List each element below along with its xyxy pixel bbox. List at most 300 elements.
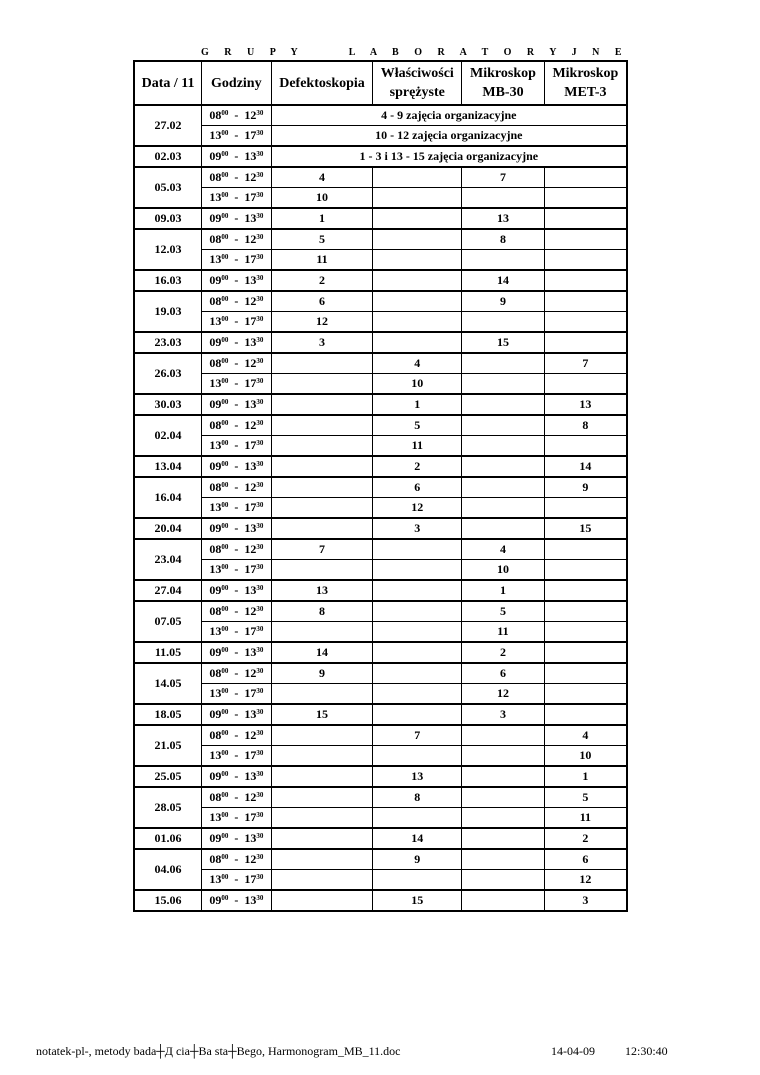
cell-wlasciwosci (373, 312, 462, 333)
header-mb30-line1: Mikroskop (470, 66, 536, 81)
hours-end-m: 30 (256, 274, 264, 282)
cell-defektoskopia (271, 560, 373, 581)
hours-start-h: 09 (209, 769, 222, 783)
cell-defektoskopia: 13 (271, 580, 373, 601)
hours-start-h: 13 (209, 686, 222, 700)
hours-cell: $08^{00} - 12^{30}$ (202, 353, 272, 374)
date-cell: 16.04 (134, 477, 202, 518)
hours-start-m: 00 (221, 791, 229, 799)
hours-start-m: 00 (221, 873, 229, 881)
cell-defektoskopia: 15 (271, 704, 373, 725)
cell-wlasciwosci (373, 560, 462, 581)
hours-end-h: 13 (244, 211, 257, 225)
hours-end-m: 30 (256, 377, 264, 385)
table-row (134, 642, 627, 663)
hours-cell: $08^{00} - 12^{30}$ (202, 787, 272, 808)
hours-cell: $09^{00} - 13^{30}$ (202, 332, 272, 353)
hours-end-h: 17 (244, 748, 257, 762)
cell-mikroskop-mb30 (462, 415, 545, 436)
hours-start-h: 08 (209, 604, 222, 618)
cell-mikroskop-met3: 7 (544, 353, 627, 374)
hours-cell: $08^{00} - 12^{30}$ (202, 601, 272, 622)
cell-wlasciwosci (373, 746, 462, 767)
hours-end-m: 30 (256, 460, 264, 468)
hours-end-m: 30 (256, 109, 264, 117)
cell-defektoskopia: 8 (271, 601, 373, 622)
hours-end-h: 12 (244, 790, 257, 804)
cell-wlasciwosci: 15 (373, 890, 462, 911)
date-cell: 09.03 (134, 208, 202, 229)
footer-time: 12:30:40 (625, 1044, 668, 1058)
hours-start-h: 13 (209, 438, 222, 452)
hours-cell: $09^{00} - 13^{30}$ (202, 828, 272, 849)
table-row (134, 126, 627, 147)
hours-start-m: 00 (221, 811, 229, 819)
cell-defektoskopia (271, 828, 373, 849)
cell-wlasciwosci: 14 (373, 828, 462, 849)
hours-start-m: 00 (221, 253, 229, 261)
hours-end-m: 30 (256, 811, 264, 819)
cell-mikroskop-met3 (544, 270, 627, 291)
cell-wlasciwosci (373, 808, 462, 829)
cell-wlasciwosci: 1 (373, 394, 462, 415)
cell-mikroskop-mb30: 8 (462, 229, 545, 250)
hours-end-m: 30 (256, 646, 264, 654)
cell-mikroskop-met3 (544, 374, 627, 395)
hours-start-h: 09 (209, 149, 222, 163)
hours-end-m: 30 (256, 357, 264, 365)
cell-mikroskop-mb30: 1 (462, 580, 545, 601)
cell-defektoskopia (271, 746, 373, 767)
date-cell: 04.06 (134, 849, 202, 890)
date-cell: 19.03 (134, 291, 202, 332)
cell-mikroskop-met3 (544, 539, 627, 560)
date-cell: 12.03 (134, 229, 202, 270)
cell-wlasciwosci: 7 (373, 725, 462, 746)
cell-defektoskopia: 1 (271, 208, 373, 229)
cell-defektoskopia (271, 394, 373, 415)
cell-mikroskop-mb30 (462, 250, 545, 271)
cell-mikroskop-met3 (544, 498, 627, 519)
cell-mikroskop-met3 (544, 560, 627, 581)
hours-end-m: 30 (256, 233, 264, 241)
organizational-note: 4 - 9 zajęcia organizacyjne (271, 105, 627, 126)
table-row (134, 539, 627, 560)
cell-defektoskopia (271, 622, 373, 643)
cell-mikroskop-mb30 (462, 849, 545, 870)
hours-cell: $08^{00} - 12^{30}$ (202, 291, 272, 312)
hours-start-h: 13 (209, 128, 222, 142)
hours-end-h: 17 (244, 438, 257, 452)
hours-cell: $13^{00} - 17^{30}$ (202, 808, 272, 829)
hours-start-h: 13 (209, 500, 222, 514)
hours-start-h: 09 (209, 893, 222, 907)
hours-cell: $13^{00} - 17^{30}$ (202, 436, 272, 457)
hours-end-m: 30 (256, 667, 264, 675)
cell-defektoskopia (271, 849, 373, 870)
cell-mikroskop-mb30: 13 (462, 208, 545, 229)
date-cell: 23.04 (134, 539, 202, 580)
hours-end-m: 30 (256, 584, 264, 592)
cell-mikroskop-mb30 (462, 890, 545, 911)
cell-mikroskop-mb30 (462, 188, 545, 209)
hours-start-h: 08 (209, 542, 222, 556)
cell-wlasciwosci (373, 704, 462, 725)
cell-mikroskop-mb30 (462, 518, 545, 539)
hours-end-m: 30 (256, 708, 264, 716)
hours-cell: $13^{00} - 17^{30}$ (202, 498, 272, 519)
hours-start-m: 00 (221, 109, 229, 117)
table-row (134, 684, 627, 705)
table-row (134, 663, 627, 684)
hours-end-m: 30 (256, 336, 264, 344)
hours-start-m: 00 (221, 687, 229, 695)
hours-start-h: 13 (209, 252, 222, 266)
hours-end-m: 30 (256, 832, 264, 840)
cell-mikroskop-mb30: 9 (462, 291, 545, 312)
hours-start-m: 00 (221, 481, 229, 489)
cell-wlasciwosci: 13 (373, 766, 462, 787)
hours-cell: $08^{00} - 12^{30}$ (202, 539, 272, 560)
cell-defektoskopia (271, 374, 373, 395)
table-row (134, 746, 627, 767)
cell-mikroskop-mb30: 7 (462, 167, 545, 188)
cell-wlasciwosci: 3 (373, 518, 462, 539)
hours-start-h: 09 (209, 521, 222, 535)
cell-wlasciwosci: 11 (373, 436, 462, 457)
hours-start-m: 00 (221, 274, 229, 282)
hours-start-m: 00 (221, 377, 229, 385)
hours-end-m: 30 (256, 191, 264, 199)
cell-wlasciwosci (373, 250, 462, 271)
cell-mikroskop-met3: 2 (544, 828, 627, 849)
cell-mikroskop-met3 (544, 436, 627, 457)
cell-mikroskop-met3: 6 (544, 849, 627, 870)
cell-defektoskopia (271, 436, 373, 457)
date-cell: 25.05 (134, 766, 202, 787)
cell-defektoskopia (271, 787, 373, 808)
hours-end-m: 30 (256, 419, 264, 427)
cell-wlasciwosci: 4 (373, 353, 462, 374)
table-row (134, 766, 627, 787)
cell-mikroskop-met3: 11 (544, 808, 627, 829)
cell-wlasciwosci (373, 684, 462, 705)
hours-start-h: 09 (209, 707, 222, 721)
cell-mikroskop-met3 (544, 622, 627, 643)
table-row (134, 332, 627, 353)
cell-defektoskopia (271, 353, 373, 374)
hours-end-h: 13 (244, 397, 257, 411)
hours-end-m: 30 (256, 522, 264, 530)
hours-end-h: 17 (244, 810, 257, 824)
cell-mikroskop-mb30: 6 (462, 663, 545, 684)
footer-date: 14-04-09 (551, 1044, 595, 1058)
cell-mikroskop-met3 (544, 642, 627, 663)
hours-cell: $08^{00} - 12^{30}$ (202, 167, 272, 188)
cell-defektoskopia (271, 498, 373, 519)
cell-mikroskop-mb30 (462, 477, 545, 498)
hours-cell: $08^{00} - 12^{30}$ (202, 415, 272, 436)
hours-cell: $08^{00} - 12^{30}$ (202, 849, 272, 870)
table-row (134, 415, 627, 436)
cell-wlasciwosci (373, 167, 462, 188)
cell-mikroskop-mb30 (462, 498, 545, 519)
cell-defektoskopia: 10 (271, 188, 373, 209)
table-row (134, 870, 627, 891)
hours-end-h: 12 (244, 542, 257, 556)
page-heading: G R U P Y L A B O R A T O R Y J N E (201, 47, 628, 58)
hours-start-m: 00 (221, 522, 229, 530)
table-row (134, 725, 627, 746)
date-cell: 02.03 (134, 146, 202, 167)
cell-mikroskop-met3 (544, 332, 627, 353)
hours-cell: $09^{00} - 13^{30}$ (202, 642, 272, 663)
cell-mikroskop-met3: 13 (544, 394, 627, 415)
cell-wlasciwosci (373, 208, 462, 229)
hours-end-h: 12 (244, 170, 257, 184)
cell-mikroskop-mb30 (462, 766, 545, 787)
hours-end-h: 13 (244, 521, 257, 535)
cell-defektoskopia (271, 456, 373, 477)
table-row (134, 167, 627, 188)
date-cell: 07.05 (134, 601, 202, 642)
cell-defektoskopia: 7 (271, 539, 373, 560)
hours-end-h: 17 (244, 500, 257, 514)
table-row (134, 208, 627, 229)
cell-defektoskopia: 14 (271, 642, 373, 663)
cell-defektoskopia (271, 808, 373, 829)
hours-start-m: 00 (221, 853, 229, 861)
hours-cell: $13^{00} - 17^{30}$ (202, 560, 272, 581)
hours-start-m: 00 (221, 295, 229, 303)
header-wlasciwosci-line2: sprężyste (389, 85, 445, 100)
hours-end-h: 13 (244, 149, 257, 163)
hours-cell: $13^{00} - 17^{30}$ (202, 622, 272, 643)
cell-mikroskop-mb30: 10 (462, 560, 545, 581)
date-cell: 16.03 (134, 270, 202, 291)
hours-cell: $08^{00} - 12^{30}$ (202, 229, 272, 250)
hours-cell: $13^{00} - 17^{30}$ (202, 746, 272, 767)
hours-start-h: 08 (209, 480, 222, 494)
hours-start-h: 13 (209, 190, 222, 204)
header-date: Data / 11 (134, 61, 202, 105)
cell-mikroskop-mb30: 5 (462, 601, 545, 622)
hours-start-m: 00 (221, 625, 229, 633)
table-row (134, 353, 627, 374)
header-met3 (544, 61, 627, 105)
table-row (134, 808, 627, 829)
organizational-note: 1 - 3 i 13 - 15 zajęcia organizacyjne (271, 146, 627, 167)
hours-cell: $09^{00} - 13^{30}$ (202, 518, 272, 539)
cell-wlasciwosci (373, 291, 462, 312)
hours-start-h: 09 (209, 273, 222, 287)
hours-start-h: 08 (209, 108, 222, 122)
hours-end-m: 30 (256, 439, 264, 447)
cell-wlasciwosci (373, 642, 462, 663)
cell-mikroskop-mb30 (462, 828, 545, 849)
date-cell: 21.05 (134, 725, 202, 766)
hours-end-h: 12 (244, 480, 257, 494)
table-row (134, 601, 627, 622)
table-row (134, 146, 627, 167)
hours-end-h: 17 (244, 128, 257, 142)
hours-start-m: 00 (221, 357, 229, 365)
cell-mikroskop-met3: 10 (544, 746, 627, 767)
table-row (134, 704, 627, 725)
hours-start-m: 00 (221, 419, 229, 427)
hours-cell: $09^{00} - 13^{30}$ (202, 704, 272, 725)
hours-start-h: 13 (209, 748, 222, 762)
date-cell: 02.04 (134, 415, 202, 456)
cell-wlasciwosci: 9 (373, 849, 462, 870)
cell-mikroskop-mb30 (462, 787, 545, 808)
cell-mikroskop-met3 (544, 704, 627, 725)
cell-mikroskop-met3 (544, 208, 627, 229)
table-row (134, 229, 627, 250)
header-row (134, 61, 627, 105)
hours-end-m: 30 (256, 853, 264, 861)
cell-mikroskop-mb30 (462, 394, 545, 415)
hours-start-h: 08 (209, 852, 222, 866)
cell-wlasciwosci: 10 (373, 374, 462, 395)
hours-start-h: 09 (209, 583, 222, 597)
hours-start-h: 09 (209, 335, 222, 349)
hours-end-m: 30 (256, 398, 264, 406)
date-cell: 30.03 (134, 394, 202, 415)
table-row (134, 291, 627, 312)
hours-end-h: 12 (244, 604, 257, 618)
cell-wlasciwosci (373, 870, 462, 891)
date-cell: 05.03 (134, 167, 202, 208)
cell-wlasciwosci: 8 (373, 787, 462, 808)
cell-defektoskopia (271, 684, 373, 705)
hours-start-h: 08 (209, 728, 222, 742)
table-row (134, 849, 627, 870)
hours-start-h: 09 (209, 645, 222, 659)
cell-defektoskopia: 3 (271, 332, 373, 353)
header-met3-line1: Mikroskop (552, 66, 619, 81)
table-row (134, 498, 627, 519)
hours-cell: $13^{00} - 17^{30}$ (202, 374, 272, 395)
table-row (134, 105, 627, 126)
hours-end-m: 30 (256, 729, 264, 737)
hours-start-m: 00 (221, 832, 229, 840)
hours-end-h: 12 (244, 294, 257, 308)
hours-start-m: 00 (221, 563, 229, 571)
hours-end-h: 12 (244, 852, 257, 866)
table-row (134, 890, 627, 911)
hours-start-m: 00 (221, 150, 229, 158)
cell-mikroskop-mb30: 15 (462, 332, 545, 353)
cell-mikroskop-mb30 (462, 312, 545, 333)
table-row (134, 250, 627, 271)
cell-defektoskopia: 5 (271, 229, 373, 250)
hours-end-m: 30 (256, 563, 264, 571)
header-met3-line2: MET-3 (564, 85, 607, 100)
cell-mikroskop-mb30: 2 (462, 642, 545, 663)
hours-end-m: 30 (256, 687, 264, 695)
cell-mikroskop-met3: 3 (544, 890, 627, 911)
cell-defektoskopia (271, 766, 373, 787)
cell-defektoskopia: 4 (271, 167, 373, 188)
hours-end-m: 30 (256, 749, 264, 757)
hours-end-m: 30 (256, 129, 264, 137)
table-row (134, 188, 627, 209)
hours-start-h: 08 (209, 356, 222, 370)
organizational-note: 10 - 12 zajęcia organizacyjne (271, 126, 627, 147)
cell-mikroskop-mb30 (462, 374, 545, 395)
cell-wlasciwosci (373, 270, 462, 291)
hours-start-m: 00 (221, 584, 229, 592)
hours-end-h: 13 (244, 645, 257, 659)
hours-start-m: 00 (221, 729, 229, 737)
hours-end-m: 30 (256, 150, 264, 158)
hours-start-h: 08 (209, 666, 222, 680)
hours-start-m: 00 (221, 894, 229, 902)
cell-mikroskop-mb30: 12 (462, 684, 545, 705)
table-row (134, 787, 627, 808)
cell-mikroskop-mb30 (462, 353, 545, 374)
cell-defektoskopia (271, 518, 373, 539)
date-cell: 13.04 (134, 456, 202, 477)
cell-defektoskopia: 11 (271, 250, 373, 271)
table-row (134, 374, 627, 395)
cell-defektoskopia (271, 415, 373, 436)
hours-end-h: 13 (244, 459, 257, 473)
hours-start-m: 00 (221, 315, 229, 323)
hours-cell: $13^{00} - 17^{30}$ (202, 312, 272, 333)
hours-start-h: 13 (209, 810, 222, 824)
cell-mikroskop-met3: 12 (544, 870, 627, 891)
date-cell: 23.03 (134, 332, 202, 353)
hours-start-m: 00 (221, 129, 229, 137)
hours-start-h: 08 (209, 294, 222, 308)
hours-start-h: 08 (209, 170, 222, 184)
hours-end-m: 30 (256, 315, 264, 323)
schedule-body (134, 105, 627, 911)
cell-defektoskopia: 12 (271, 312, 373, 333)
hours-end-m: 30 (256, 625, 264, 633)
hours-end-m: 30 (256, 295, 264, 303)
hours-cell: $09^{00} - 13^{30}$ (202, 580, 272, 601)
hours-end-h: 12 (244, 108, 257, 122)
hours-cell: $09^{00} - 13^{30}$ (202, 146, 272, 167)
cell-mikroskop-met3 (544, 167, 627, 188)
cell-mikroskop-met3: 5 (544, 787, 627, 808)
cell-wlasciwosci: 12 (373, 498, 462, 519)
date-cell: 28.05 (134, 787, 202, 828)
hours-end-m: 30 (256, 171, 264, 179)
hours-cell: $09^{00} - 13^{30}$ (202, 394, 272, 415)
hours-cell: $08^{00} - 12^{30}$ (202, 663, 272, 684)
hours-cell: $09^{00} - 13^{30}$ (202, 208, 272, 229)
cell-wlasciwosci (373, 663, 462, 684)
hours-start-h: 13 (209, 624, 222, 638)
date-cell: 20.04 (134, 518, 202, 539)
header-defektoskopia: Defektoskopia (271, 61, 373, 105)
cell-mikroskop-met3: 14 (544, 456, 627, 477)
date-cell: 15.06 (134, 890, 202, 911)
hours-end-h: 17 (244, 686, 257, 700)
hours-end-h: 17 (244, 624, 257, 638)
cell-wlasciwosci (373, 188, 462, 209)
hours-end-h: 13 (244, 893, 257, 907)
cell-wlasciwosci: 6 (373, 477, 462, 498)
hours-start-m: 00 (221, 439, 229, 447)
hours-end-m: 30 (256, 481, 264, 489)
hours-end-m: 30 (256, 791, 264, 799)
hours-start-m: 00 (221, 749, 229, 757)
